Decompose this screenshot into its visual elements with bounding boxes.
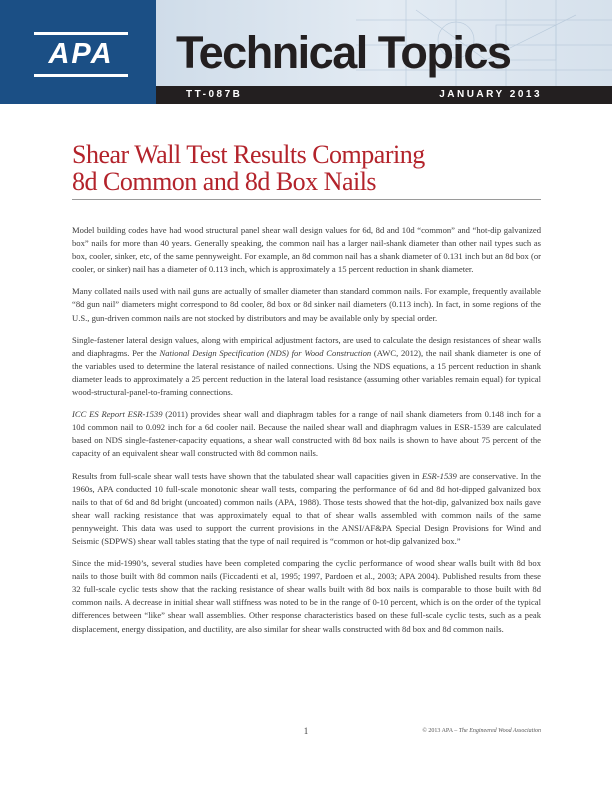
issue-bar [156,86,612,104]
logo-text: APA [48,38,114,70]
logo-bottom-rule [34,74,128,77]
paragraph-5-text-a: Results from full-scale shear wall tests have shown that the tabulated shear wall capacities given in [72,470,422,481]
banner-title: Technical Topics [176,27,511,78]
esr-citation: ESR-1539 [421,470,457,481]
logo-top-rule [34,32,128,35]
document-title [72,141,542,195]
document-title-line-2: 8d Common and 8d Box Nails [72,167,377,196]
apa-logo [0,0,156,104]
page-header [0,0,612,104]
paragraph-2: Many collated nails used with nail guns are actually of smaller diameter than standard common nails. For example, frequently available “8d gun nail” diameters might correspond to 8d cooler, 8d box or 8d sinker nail diameters (0.113 inch). In fact, in some regions of the U.S., gun-driven common nails are not stocked by distributors and may be available only by special order. [72,286,541,323]
paragraph-4 [72,408,541,460]
document-title-line-1: Shear Wall Test Results Comparing [72,140,425,169]
copyright-notice [422,728,541,734]
copyright-prefix: © 2013 APA – [422,728,459,734]
issue-id: TT-087B [186,89,243,100]
paragraph-5-text-b: are conservative. In the 1960s, APA conducted 10 full-scale monotonic shear wall tests, comparing the performance of 6d and 8d hot-dipped galvanized box nails to that of 6d and 8d bright (uncoated) common nails (APA, 1988). Those tests showed that the hot-dip, galvanized box nails gave shear wall racking resistance that was approximately equal to that of shear walls assembled with common nails of the same pennyweight. This data was used to support the current provisions in the ANSI/AF&PA Special Design Provisions for Wind and Seismic (SDPWS) shear wall tables stating that the type of nail required is “common or hot-dip galvanized box.” [72,470,541,546]
paragraph-1: Model building codes have had wood structural panel shear wall design values for 6d, 8d and 10d “common” and “hot-dip galvanized box” nails for more than 40 years. Generally speaking, the common nail has a larger nail-shank diameter than other nail types such as box, cooler, sinker, etc, of the same pennyweight. For example, an 8d common nail has a shank diameter of 0.131 inch but an 8d box (or cooler, or sinker) nail has a diameter of 0.113 inch, which is approximately a 15 percent reduction in shank diameter. [72,225,541,275]
paragraph-4-text: (2011) provides shear wall and diaphragm tables for a range of nail shank diameters from 0.148 inch for a 10d common nail to 0.092 inch for a 6d cooler nail. Because the nailed shear wall and diaphragm values in ESR-1539 are calculated based on NDS single-fastener-capacity equations, a shear wall constructed with 8d box nails is shown to have about 75 percent of the capacity of an equivalent shear wall constructed with 8d common nails. [72,409,541,459]
page-number: 1 [303,726,309,736]
header-banner [156,0,612,86]
paragraph-5 [72,470,541,549]
paragraph-6: Since the mid-1990’s, several studies have been completed comparing the cyclic performance of wood shear walls built with 8d box nails to those built with 8d common nails (Ficcadenti et al, 1995; 1997, Pardoen et al., 2003; APA 2004). Published results from these 32 full-scale cyclic tests show that the racking resistance of shear walls built with 8d box nails is comparable to those built with 8d common nails. A decrease in initial shear wall stiffness was noted to be in the range of 0-10 percent, which is on the order of the typical differences between “like” shear wall assemblies. Other response characteristics based on these full-scale cyclic tests, such as a peak displacement, energy dissipation, and ductility, are also similar for shear walls constructed with 8d box and 8d common nails. [72,558,541,634]
icc-es-report-citation: ICC ES Report ESR-1539 [72,409,163,420]
article-body [72,224,541,645]
paragraph-3 [72,334,541,399]
issue-date: JANUARY 2013 [439,89,542,100]
title-divider [72,199,541,200]
paragraph-3-text-a: Single-fastener lateral design values, along with empirical adjustment factors, are used to calculate the design resistances of shear walls and diaphragms. Per the [72,334,541,358]
paragraph-3-text-b: (AWC, 2012), the nail shank diameter is one of the variables used to determine the lateral resistance of nailed connections. Using the NDS equations, a 15 percent reduction in shank diameter leads to approximately a 25 percent reduction in the lateral load resistance (assuming other variables remain equal) for typical wood-structural-panel-to-framing connections. [72,347,541,398]
nds-citation: National Design Specification (NDS) for Wood Construction [159,347,372,358]
copyright-tagline: The Engineered Wood Association [458,728,541,734]
